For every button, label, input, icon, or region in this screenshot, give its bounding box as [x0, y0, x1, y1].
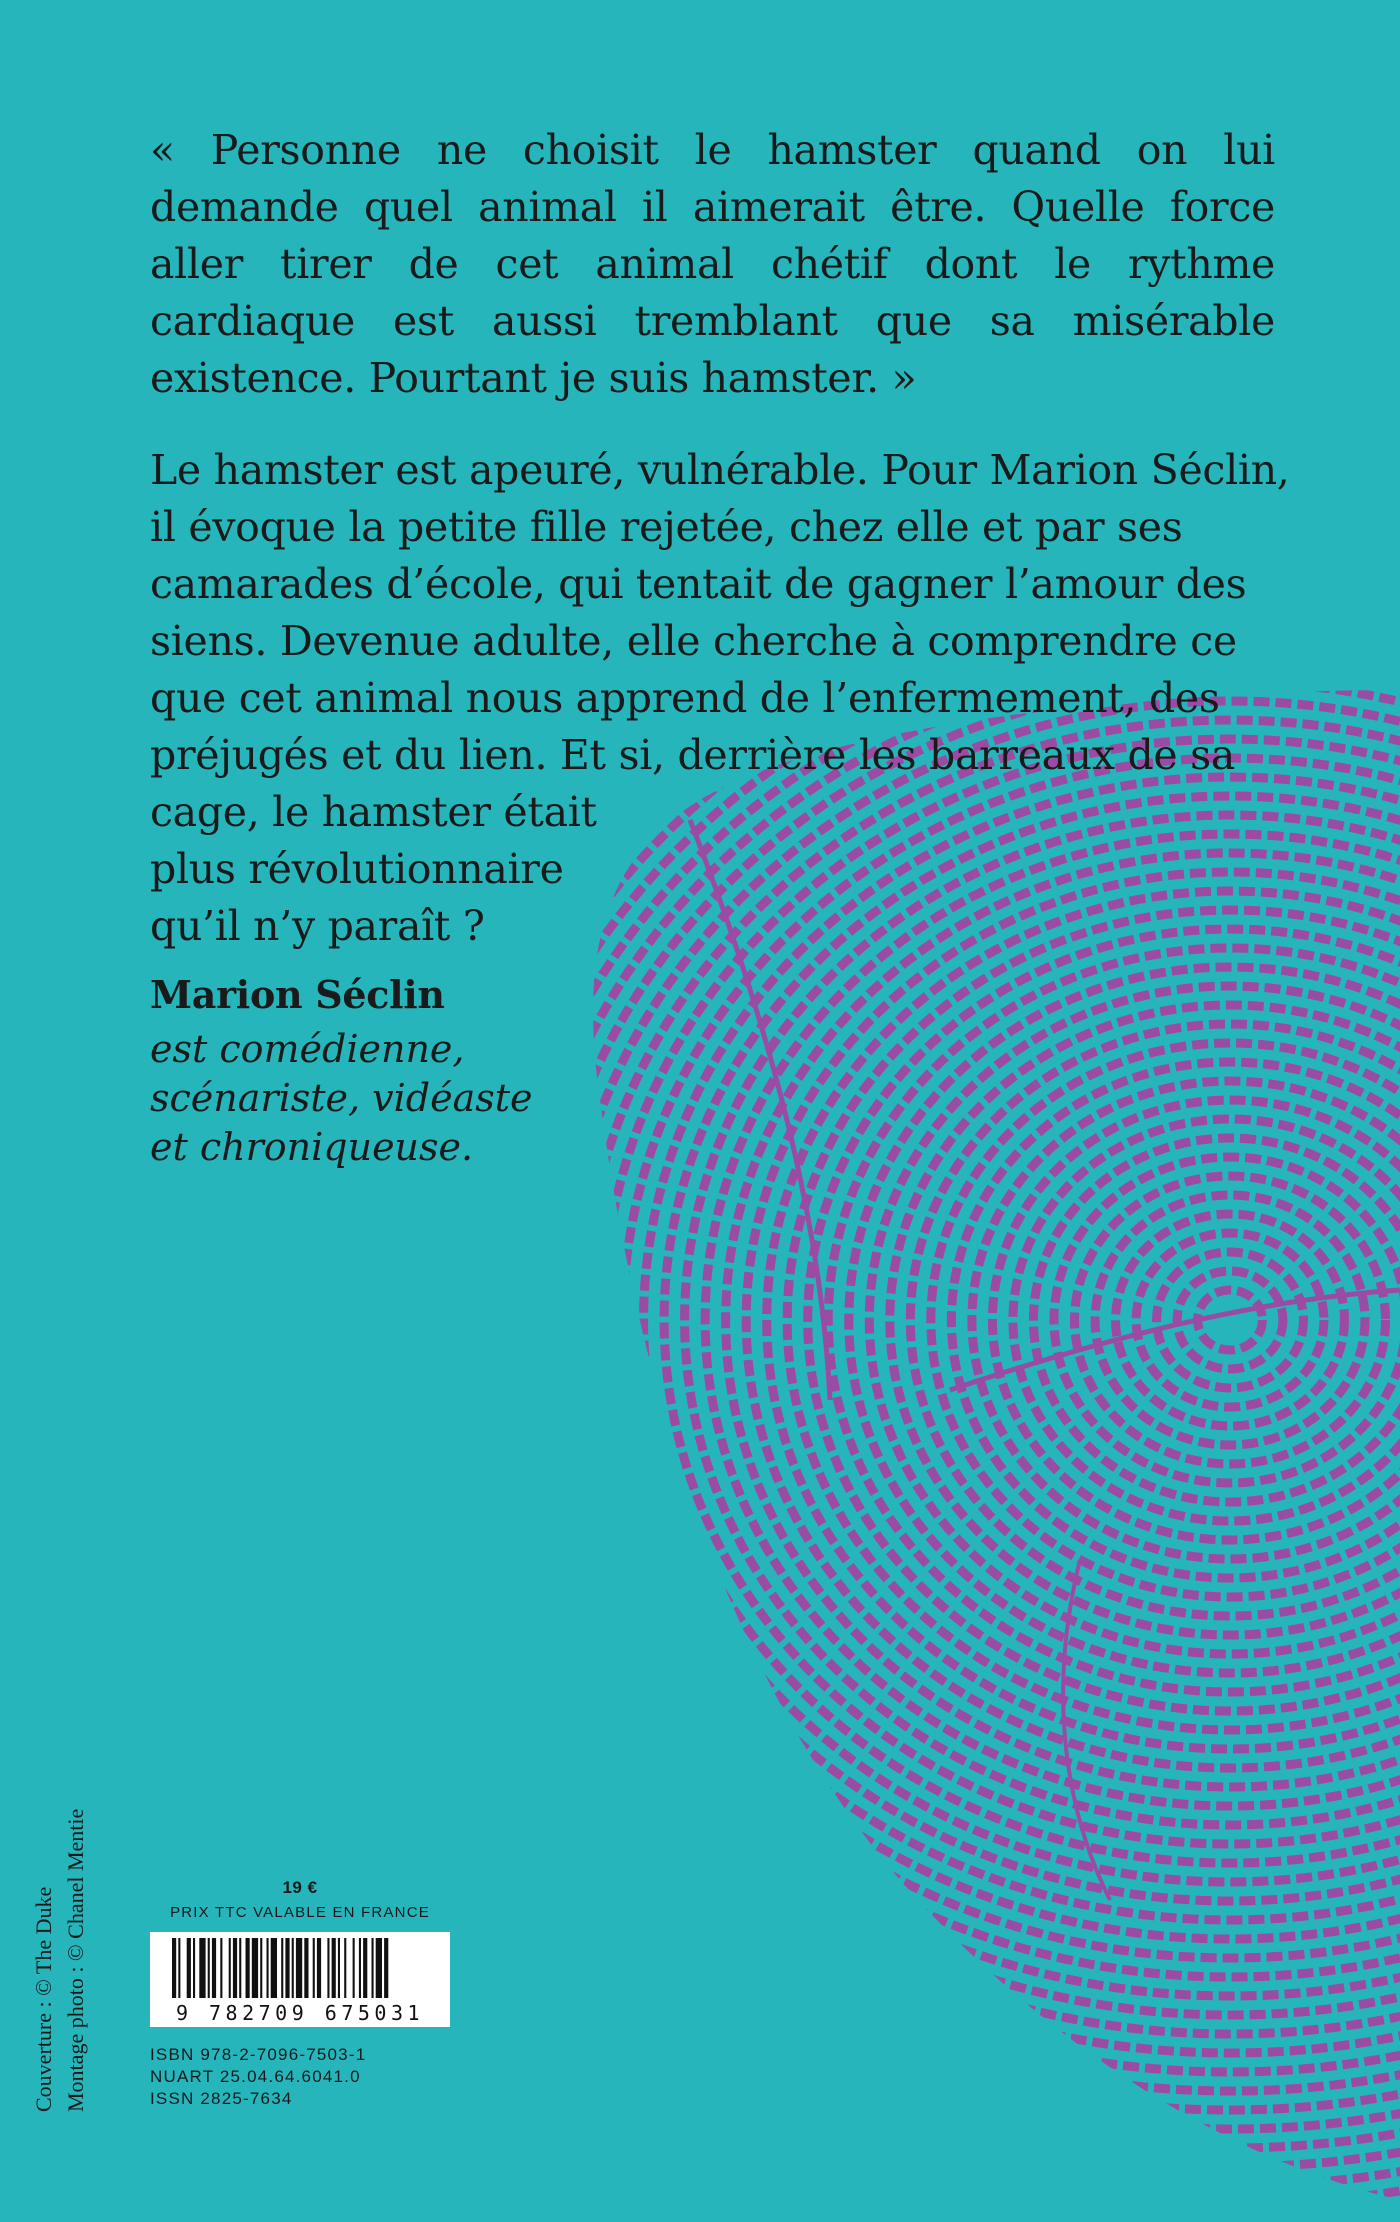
- fingerprint-ridge: [1116, 1214, 1345, 1426]
- description-line: camarades d’école, qui tentait de gagner l’amour des: [150, 560, 1247, 608]
- barcode-bars: [150, 1932, 450, 2002]
- barcode-bar: [313, 1938, 315, 1998]
- description-line: préjugés et du lien. Et si, derrière les barreaux de sa: [150, 731, 1235, 779]
- price: 19 €: [282, 1878, 318, 1897]
- author-name: Marion Séclin: [150, 972, 445, 1017]
- barcode-bar: [239, 1938, 241, 1998]
- cover-credit: Couverture : © The Duke: [31, 1886, 56, 2112]
- barcode-bar: [246, 1938, 250, 1998]
- barcode-bar: [372, 1938, 374, 1998]
- barcode-bar: [317, 1938, 321, 1998]
- barcode-bar: [384, 1938, 388, 1998]
- barcode-bar: [353, 1938, 355, 1998]
- barcode-bar: [233, 1938, 237, 1998]
- barcode-bar: [220, 1938, 222, 1998]
- barcode-digits: 9 782709 675031: [175, 2001, 425, 2025]
- barcode-bar: [260, 1938, 262, 1998]
- barcode-bar: [332, 1938, 336, 1998]
- barcode-bar: [178, 1938, 180, 1998]
- barcode-bar: [229, 1938, 231, 1998]
- barcode-bar: [376, 1938, 382, 1998]
- author-bio-line: scénariste, vidéaste: [150, 1076, 533, 1120]
- barcode: [150, 1932, 450, 2027]
- description-line: il évoque la petite fille rejetée, chez elle et par ses: [150, 503, 1183, 551]
- description-line: que cet animal nous apprend de l’enfermement, des: [150, 674, 1220, 722]
- description-line: cage, le hamster était: [150, 788, 597, 836]
- fingerprint-ridge: [931, 1043, 1400, 1597]
- barcode-bar: [212, 1938, 216, 1998]
- photo-credit: Montage photo : © Chanel Mentie: [63, 1808, 88, 2112]
- price-note: PRIX TTC VALABLE EN FRANCE: [170, 1904, 430, 1921]
- author-bio-line: et chroniqueuse.: [150, 1125, 474, 1169]
- description-line: qu’il n’y paraît ?: [150, 902, 485, 950]
- barcode-bar: [267, 1938, 269, 1998]
- author-bio: [150, 1025, 570, 1172]
- barcode-bar: [193, 1938, 195, 1998]
- nuart: NUART 25.04.64.6041.0: [150, 2067, 361, 2086]
- back-cover-quote: « Personne ne choisit le hamster quand on lui demande quel animal il aimerait être. Quelle force aller tirer de cet animal chétif dont le rythme cardiaque est aussi tremblant que sa misérable existence. Pourtant je suis hamster. »: [150, 126, 1275, 402]
- description-line: siens. Devenue adulte, elle cherche à comprendre ce: [150, 617, 1237, 665]
- barcode-bar: [296, 1938, 302, 1998]
- price-block: [150, 1878, 450, 1921]
- barcode-bar: [338, 1938, 340, 1998]
- barcode-bar: [172, 1938, 176, 1998]
- barcode-bar: [187, 1938, 191, 1998]
- book-description: [150, 442, 1290, 955]
- barcode-bar: [252, 1938, 258, 1998]
- barcode-bar: [344, 1938, 346, 1998]
- barcode-bar: [199, 1938, 205, 1998]
- barcode-bar: [304, 1938, 308, 1998]
- issn: ISSN 2825-7634: [150, 2089, 293, 2108]
- barcode-bar: [285, 1938, 289, 1998]
- fingerprint-ridge: [1074, 1176, 1385, 1464]
- barcode-bar: [363, 1938, 367, 1998]
- image-credits: [28, 1809, 92, 2112]
- barcode-bar: [271, 1938, 277, 1998]
- barcode-bar: [327, 1938, 329, 1998]
- fingerprint-ridge: [1136, 1233, 1324, 1407]
- publication-codes: [150, 2044, 366, 2110]
- barcode-bar: [208, 1938, 210, 1998]
- barcode-bar: [281, 1938, 283, 1998]
- author-bio-line: est comédienne,: [150, 1027, 465, 1071]
- description-line: Le hamster est apeuré, vulnérable. Pour Marion Séclin,: [150, 446, 1290, 494]
- barcode-bar: [359, 1938, 361, 1998]
- barcode-bar: [292, 1938, 294, 1998]
- description-line: plus révolutionnaire: [150, 845, 564, 893]
- isbn: ISBN 978-2-7096-7503-1: [150, 2045, 367, 2064]
